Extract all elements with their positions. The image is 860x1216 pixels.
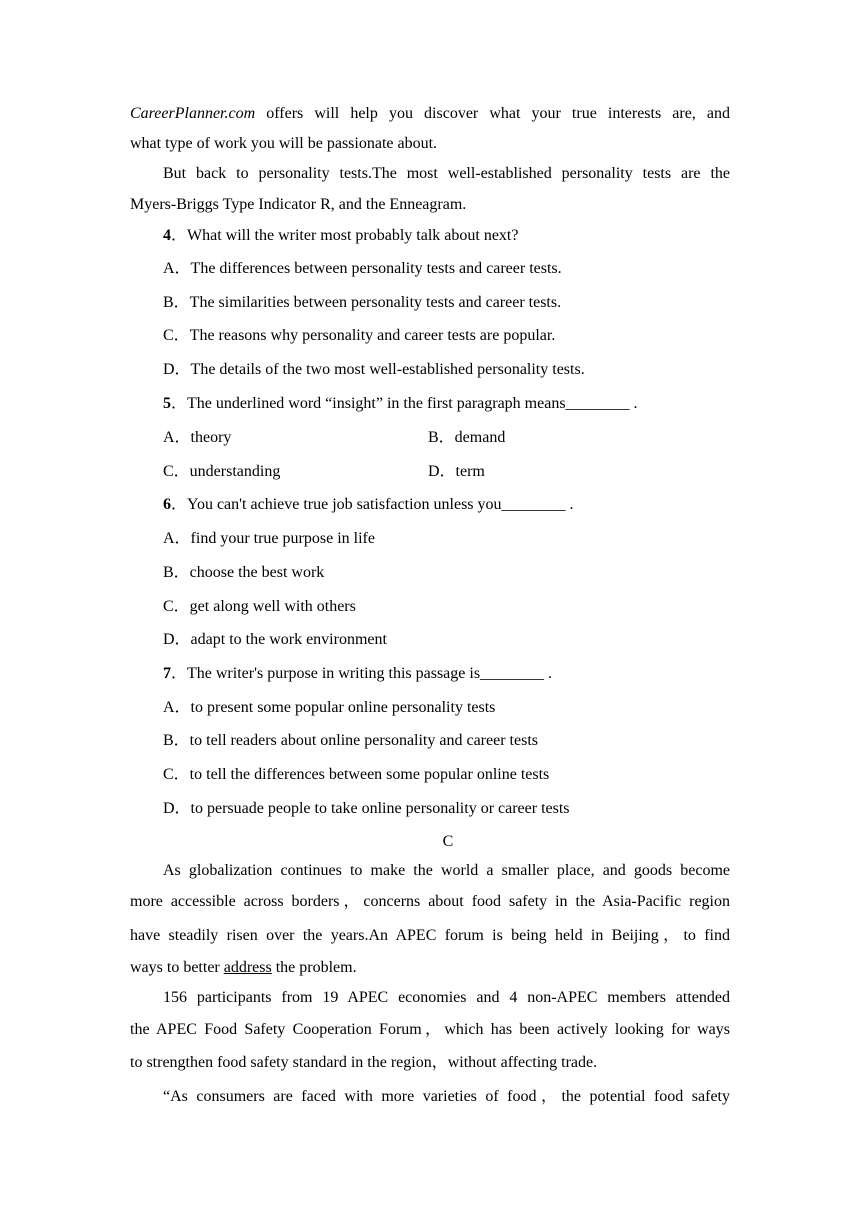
passage-b-line: CareerPlanner.com offers will help you discover what your true interests are, and: [130, 105, 730, 122]
question-4-stem: 4．What will the writer most probably talk about next?: [163, 227, 519, 244]
passage-b-line: But back to personality tests.The most well-established personality tests are the: [163, 165, 730, 182]
question-7-option-d: D．to persuade people to take online personality or career tests: [163, 800, 570, 817]
question-number: 4: [163, 227, 171, 244]
passage-c-line: the APEC Food Safety Cooperation Forum，which has been actively looking for ways: [130, 1021, 730, 1038]
passage-c-line: have steadily risen over the years.An APEC forum is being held in Beijing，to find: [130, 927, 730, 944]
question-5-option-d: D．term: [428, 463, 485, 480]
question-4-option-c: C．The reasons why personality and career tests are popular.: [163, 327, 556, 344]
passage-c-line: more accessible across borders，concerns about food safety in the Asia-Pacific region: [130, 893, 730, 910]
passage-c-line: As globalization continues to make the world a smaller place, and goods become: [163, 862, 730, 879]
question-number: 5: [163, 395, 171, 412]
question-5-option-c: C．understanding: [163, 463, 281, 480]
question-6-stem: 6．You can't achieve true job satisfaction unless you________ .: [163, 496, 574, 513]
question-4-option-b: B．The similarities between personality tests and career tests.: [163, 294, 562, 311]
passage-c-line: ways to better address the problem.: [130, 959, 357, 976]
question-5-option-a: A．theory: [163, 429, 232, 446]
underlined-word: address: [223, 959, 272, 976]
site-name: CareerPlanner.com: [130, 105, 256, 122]
passage-heading: C: [442, 833, 454, 850]
passage-c-line: 156 participants from 19 APEC economies and 4 non-APEC members attended: [163, 989, 730, 1006]
passage-b-line: Myers-Briggs Type Indicator R, and the Enneagram.: [130, 196, 467, 213]
passage-c-line: “As consumers are faced with more varieties of food，the potential food safety: [163, 1088, 730, 1105]
passage-b-line: what type of work you will be passionate about.: [130, 135, 438, 152]
question-5-stem: 5．The underlined word “insight” in the first paragraph means________ .: [163, 395, 638, 412]
question-4-option-a: A．The differences between personality tests and career tests.: [163, 260, 562, 277]
passage-c-line: to strengthen food safety standard in the region，without affecting trade.: [130, 1054, 598, 1071]
question-7-option-a: A．to present some popular online personality tests: [163, 699, 496, 716]
question-7-option-c: C．to tell the differences between some popular online tests: [163, 766, 550, 783]
question-number: 7: [163, 665, 171, 682]
question-7-stem: 7．The writer's purpose in writing this passage is________ .: [163, 665, 553, 682]
question-4-option-d: D．The details of the two most well-established personality tests.: [163, 361, 585, 378]
question-6-option-a: A．find your true purpose in life: [163, 530, 375, 547]
question-5-option-b: B．demand: [428, 429, 506, 446]
question-number: 6: [163, 496, 171, 513]
question-6-option-b: B．choose the best work: [163, 564, 325, 581]
question-7-option-b: B．to tell readers about online personality and career tests: [163, 732, 538, 749]
question-6-option-d: D．adapt to the work environment: [163, 631, 387, 648]
question-6-option-c: C．get along well with others: [163, 598, 356, 615]
